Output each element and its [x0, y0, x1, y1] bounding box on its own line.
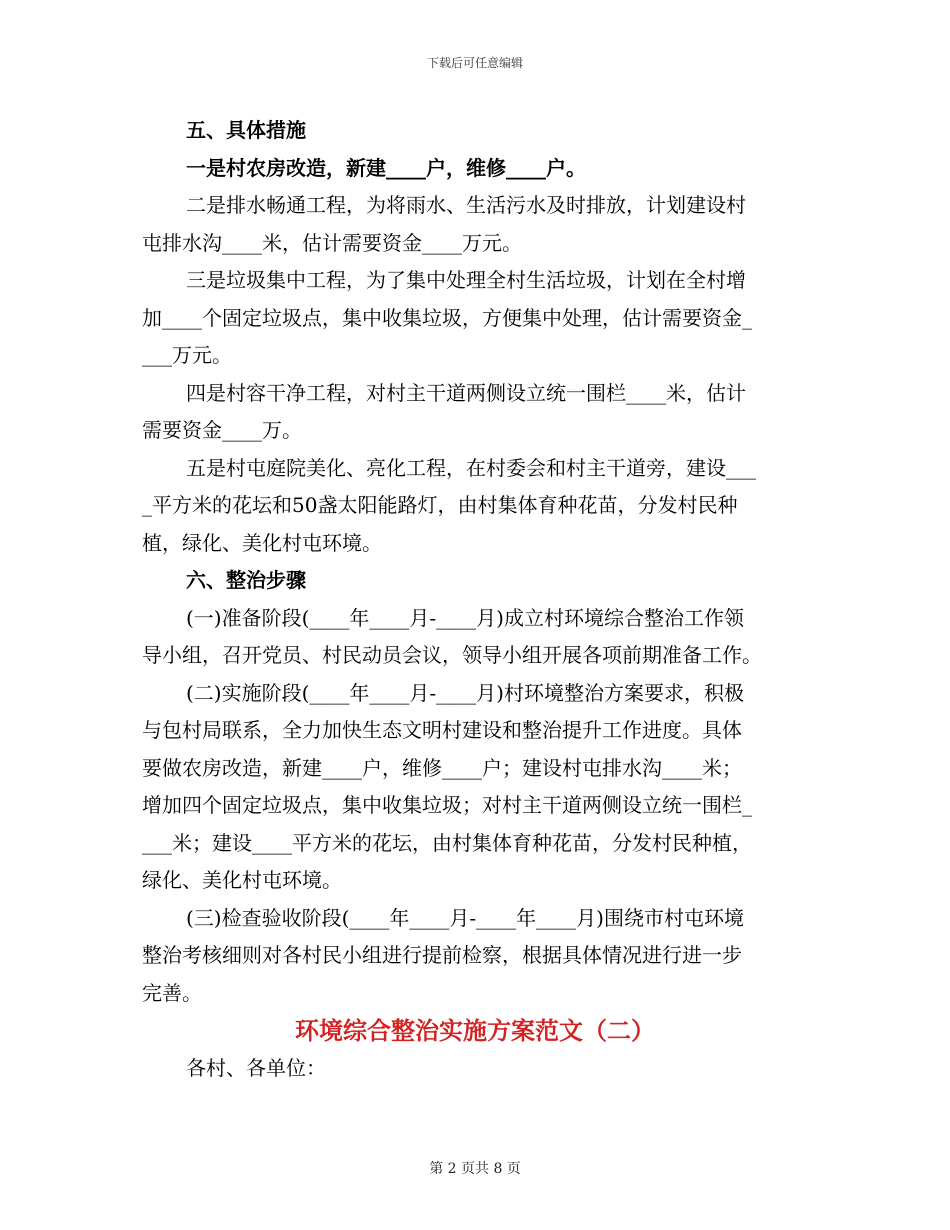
step-2-line: 与包村局联系，全力加快生态文明村建设和整治提升工作进度。具体 — [142, 718, 742, 742]
document-body — [142, 112, 808, 1088]
measure-2-line: 二是排水畅通工程，为将雨水、生活污水及时排放，计划建设村 — [186, 193, 746, 217]
step-2-line: 增加四个固定垃圾点，集中收集垃圾；对村主干道两侧设立统一围栏_ — [142, 793, 752, 817]
step-3-line: 整治考核细则对各村民小组进行提前检察，根据具体情况进行进一步 — [142, 943, 742, 967]
greeting: 各村、各单位： — [186, 1056, 326, 1080]
next-document-title: 环境综合整治实施方案范文（二） — [295, 1016, 655, 1045]
step-2-line: (二)实施阶段(____年____月-____月)村环境整治方案要求，积极 — [186, 680, 744, 705]
section-title-steps: 六、整治步骤 — [186, 568, 306, 592]
measure-3-line: ___万元。 — [142, 343, 232, 367]
page-number: 第 2 页共 8 页 — [429, 1161, 521, 1177]
page-header: 下载后可任意编辑 — [426, 56, 523, 70]
step-3-line: (三)检查验收阶段(____年____月-____年____月)围绕市村屯环境 — [186, 905, 744, 930]
step-3-line: 完善。 — [142, 980, 202, 1005]
measure-5-line: 五是村屯庭院美化、亮化工程，在村委会和村主干道旁，建设___ — [186, 455, 756, 480]
step-1-line: (一)准备阶段(____年____月-____月)成立村环境综合整治工作领 — [186, 605, 744, 630]
measure-1-house-renovation: 一是村农房改造，新建____户，维修____户。 — [186, 155, 586, 180]
step-2-line: 要做农房改造，新建____户，维修____户；建设村屯排水沟____米； — [142, 755, 742, 780]
section-title-measures: 五、具体措施 — [186, 118, 306, 142]
step-2-line: 绿化、美化村屯环境。 — [142, 868, 342, 892]
measure-3-line: 三是垃圾集中工程，为了集中处理全村生活垃圾，计划在全村增 — [186, 268, 746, 292]
measure-5-line: _平方米的花坛和50盏太阳能路灯，由村集体育种花苗，分发村民种 — [142, 493, 738, 517]
step-2-line: ___米；建设____平方米的花坛，由村集体育种花苗，分发村民种植， — [142, 830, 752, 855]
measure-4-line: 需要资金____万。 — [142, 418, 302, 442]
measure-2-line: 屯排水沟____米，估计需要资金____万元。 — [142, 230, 522, 255]
step-1-line: 导小组，召开党员、村民动员会议，领导小组开展各项前期准备工作。 — [142, 643, 762, 667]
measure-4-line: 四是村容干净工程，对村主干道两侧设立统一围栏____米，估计 — [186, 380, 746, 405]
measure-3-line: 加____个固定垃圾点，集中收集垃圾，方便集中处理，估计需要资金_ — [142, 305, 752, 330]
measure-5-line: 植，绿化、美化村屯环境。 — [142, 530, 382, 555]
